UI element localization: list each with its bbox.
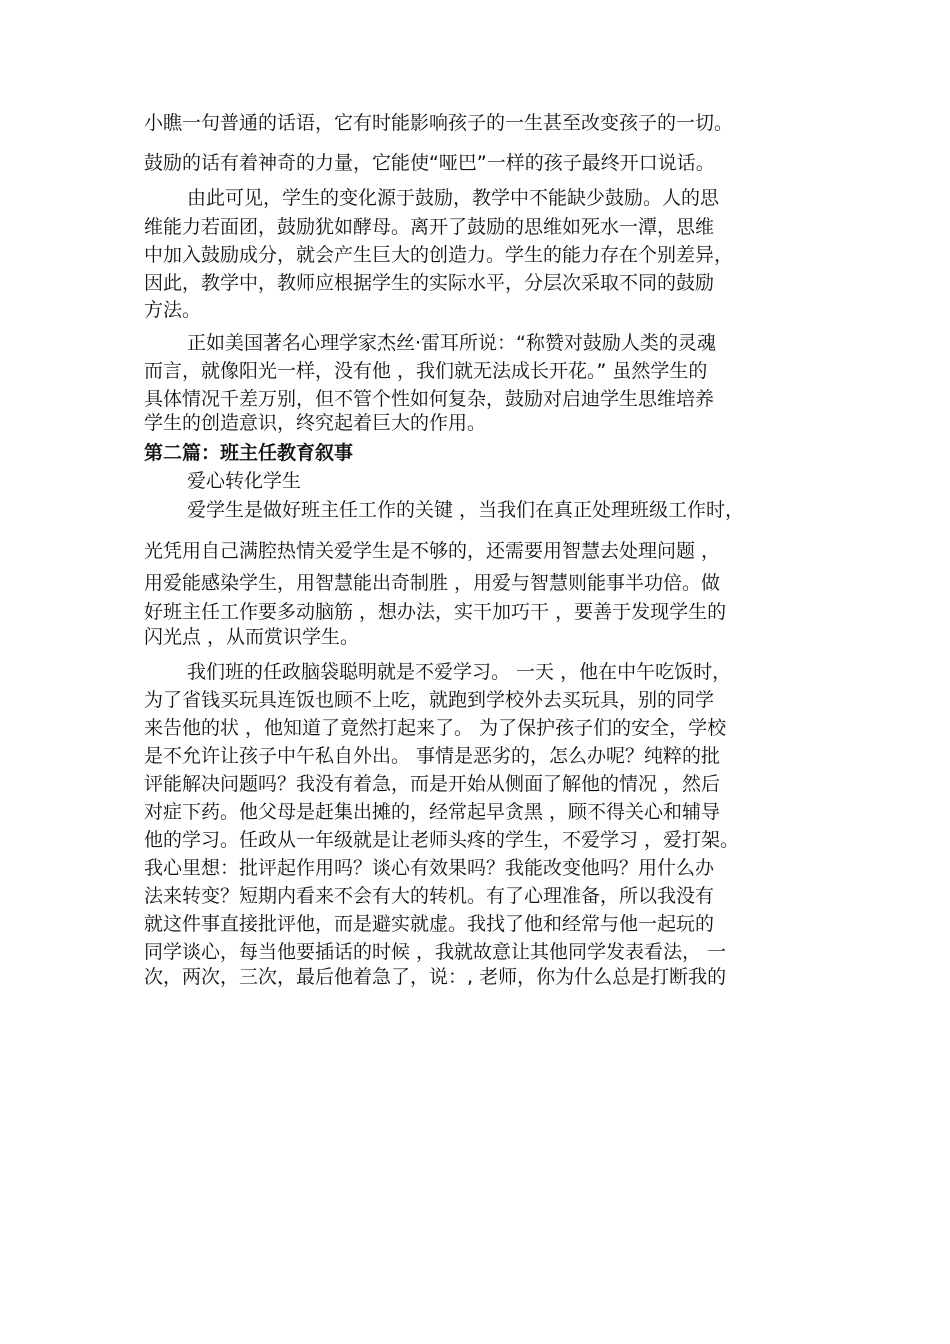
paragraph-line: 评能解决问题吗？我没有着急，而是开始从侧面了解他的情况 ，然后 (144, 773, 721, 795)
paragraph-line: 用爱能感染学生，用智慧能出奇制胜 ，用爱与智慧则能事半功倍。做 (144, 572, 721, 594)
paragraph-line: 正如美国著名心理学家杰丝·雷耳所说：“称赞对鼓励人类的灵魂 (187, 332, 716, 354)
paragraph-line: 为了省钱买玩具连饭也顾不上吃，就跑到学校外去买玩具，别的同学 (144, 689, 715, 711)
paragraph-line: 就这件事直接批评他，而是避实就虚。我找了他和经常与他一起玩的 (144, 913, 715, 935)
paragraph-line: 维能力若面团，鼓励犹如酵母。离开了鼓励的思维如死水一潭，思维 (144, 216, 715, 238)
paragraph-line: 具体情况千差万别，但不管个性如何复杂，鼓励对启迪学生思维培养 (144, 388, 715, 410)
paragraph-line: 来告他的状 ，他知道了竟然打起来了。 为了保护孩子们的安全，学校 (144, 717, 727, 739)
paragraph-line: 我们班的任政脑袋聪明就是不爱学习。 一天 ，他在中午吃饭时， (187, 661, 732, 683)
paragraph-line: 小瞧一句普通的话语，它有时能影响孩子的一生甚至改变孩子的一切。 (144, 112, 734, 134)
paragraph-line: 中加入鼓励成分，就会产生巨大的创造力。学生的能力存在个别差异， (144, 244, 734, 266)
paragraph-line: 鼓励的话有着神奇的力量，它能使“哑巴”一样的孩子最终开口说话。 (144, 152, 715, 174)
paragraph-line: 由此可见，学生的变化源于鼓励，教学中不能缺少鼓励。人的思 (187, 187, 720, 209)
paragraph-line: 他的学习。任政从一年级就是让老师头疼的学生，不爱学习 ，爱打架。 (144, 829, 740, 851)
paragraph-line: 我心里想：批评起作用吗？谈心有效果吗？我能改变他吗？用什么办 (144, 857, 715, 879)
paragraph-line: 次，两次，三次，最后他着急了，说：, 老师，你为什么总是打断我的 (144, 966, 727, 988)
paragraph-line: 是不允许让孩子中午私自外出。 事情是恶劣的，怎么办呢？纯粹的批 (144, 745, 721, 767)
paragraph-line: 法来转变？短期内看来不会有大的转机。有了心理准备，所以我没有 (144, 885, 715, 907)
paragraph-line: 方法。 (144, 299, 202, 321)
subheading: 爱心转化学生 (187, 470, 302, 492)
paragraph-line: 好班主任工作要多动脑筋 ，想办法，实干加巧干 ，要善于发现学生的 (144, 601, 727, 623)
paragraph-line: 因此，教学中，教师应根据学生的实际水平，分层次采取不同的鼓励 (144, 272, 715, 294)
paragraph-line: 学生的创造意识，终究起着巨大的作用。 (144, 412, 487, 434)
paragraph-line: 而言，就像阳光一样，没有他 ，我们就无法成长开花。” 虽然学生的 (144, 360, 708, 382)
paragraph-line: 闪光点 ，从而赏识学生。 (144, 626, 360, 648)
paragraph-line: 爱学生是做好班主任工作的关键 ，当我们在真正处理班级工作时， (187, 499, 745, 521)
paragraph-line: 同学谈心，每当他要插话的时候 ，我就故意让其他同学发表看法， 一 (144, 941, 727, 963)
paragraph-line: 光凭用自己满腔热情关爱学生是不够的，还需要用智慧去处理问题 ， (144, 540, 721, 562)
section-heading: 第二篇：班主任教育叙事 (144, 442, 354, 464)
paragraph-line: 对症下药。他父母是赶集出摊的，经常起早贪黑 ，顾不得关心和辅导 (144, 801, 721, 823)
